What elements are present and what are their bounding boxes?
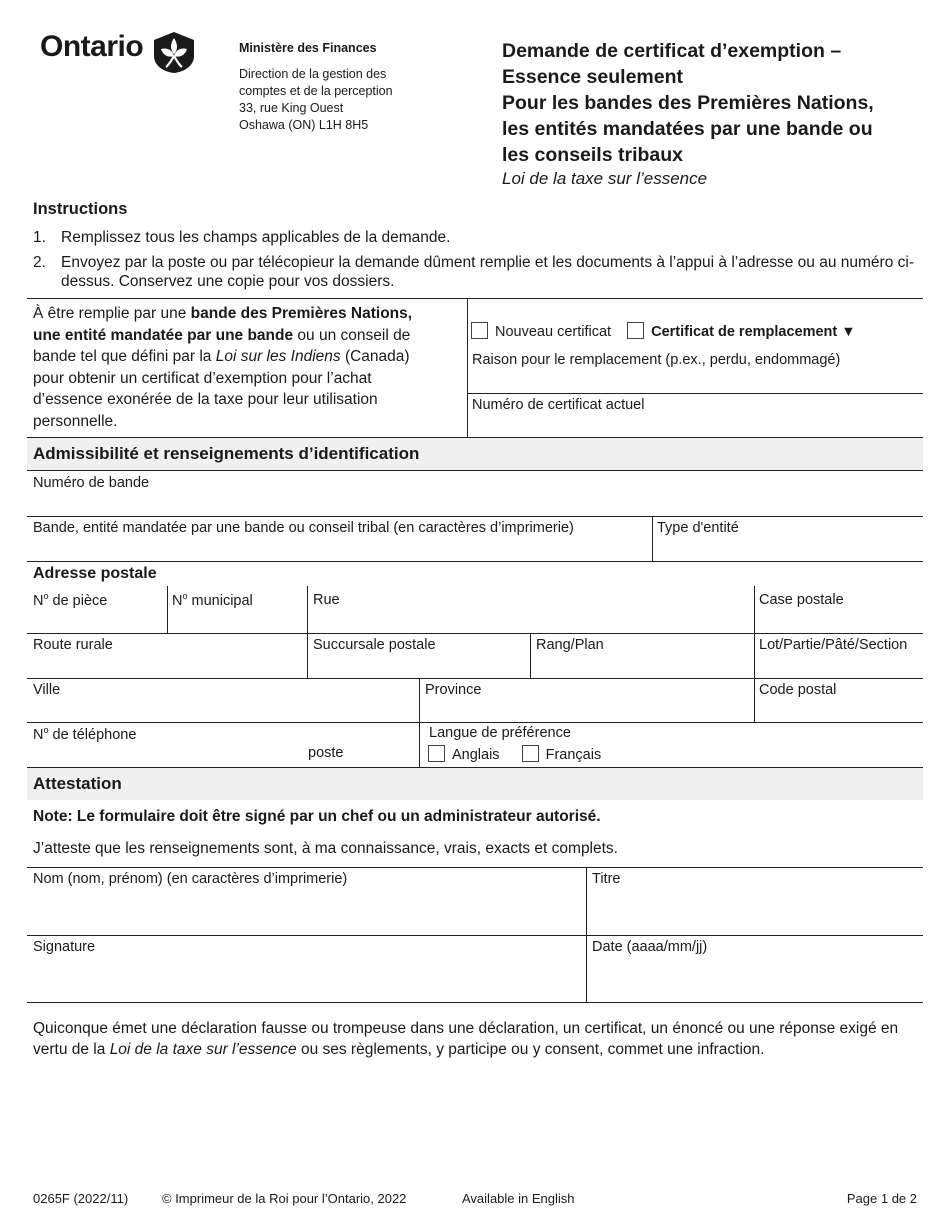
phone-number-field[interactable]: $N^o$ de téléphone [33,725,137,743]
address-line: Direction de la gestion des [239,67,387,81]
date-field[interactable]: Date (aaaa/mm/jj) [592,939,708,955]
lot-field[interactable]: Lot/Partie/Pâté/Section [759,637,908,653]
divider [27,470,923,471]
attestation-statement: J’atteste que les renseignements sont, à ma connaissance, vrais, exacts et complets. [33,840,618,857]
address-line: 33, rue King Ouest [239,101,344,115]
divider [27,1002,923,1003]
civic-number-field[interactable]: $N^o$ municipal [172,591,253,609]
replacement-reason-field[interactable]: Raison pour le remplacement (p.ex., perdu, endommagé) [472,352,841,368]
divider [467,298,468,438]
phone-extension-field[interactable]: poste [308,745,344,761]
offence-warning: Quiconque émet une déclaration fausse ou trompeuse dans une déclaration, un certificat, un énoncé ou une réponse exigé en vertu de la Loi de la taxe sur l’essence ou ses règlements, y participe ou y consent, commet une infraction. [33,1020,899,1058]
list-item: 2. Envoyez par la poste ou par télécopieur la demande dûment remplie et les documents à l’appui à l’adresse ou au numéro ci-dessus. Conservez une copie pour vos dossiers. [33,254,914,290]
signature-field[interactable]: Signature [33,939,96,955]
preferred-language-label: Langue de préférence [429,725,571,741]
divider [27,722,923,723]
divider [754,586,755,723]
french-label: Français [545,747,602,763]
title-field[interactable]: Titre [592,871,621,887]
certificate-type-options [471,322,856,340]
divider [27,678,923,679]
divider [27,935,923,936]
divider [27,867,923,868]
band-name-field[interactable]: Bande, entité mandatée par une bande ou conseil tribal (en caractères d’imprimerie) [33,520,574,536]
divider [307,586,308,678]
attestation-note: Note: Le formulaire doit être signé par un chef ou un administrateur autorisé. [33,808,601,825]
ontario-logo-text: Ontario [40,30,144,63]
replacement-certificate-checkbox[interactable] [627,322,644,339]
copyright: © Imprimeur de la Roi pour l’Ontario, 2022 [162,1191,407,1206]
replacement-certificate-label: Certificat de remplacement ▼ [651,324,856,340]
ministry-name: Ministère des Finances [239,41,377,55]
divider [27,633,923,634]
address-line: Oshawa (ON) L1H 8H5 [239,118,369,132]
name-field[interactable]: Nom (nom, prénom) (en caractères d’imprimerie) [33,871,348,887]
street-field[interactable]: Rue [313,592,340,608]
english-checkbox[interactable] [428,745,445,762]
title-line: les entités mandatées par une bande ou [502,118,873,140]
province-field[interactable]: Province [425,682,482,698]
title-line: Demande de certificat d’exemption – [502,40,842,62]
ministry-address [239,40,393,134]
divider [652,516,653,561]
attestation-section-header: Attestation [27,767,923,800]
po-box-field[interactable]: Case postale [759,592,844,608]
available-in-english: Available in English [462,1191,575,1206]
form-title [502,38,932,190]
entity-type-field[interactable]: Type d'entité [657,520,739,536]
current-certificate-number-field[interactable]: Numéro de certificat actuel [472,397,645,413]
divider [27,516,923,517]
postal-station-field[interactable]: Succursale postale [313,637,436,653]
band-number-field[interactable]: Numéro de bande [33,475,150,491]
divider [530,633,531,678]
divider [167,586,168,633]
intro-paragraph: À être remplie par une bande des Premières Nations, une entité mandatée par une bande ou un conseil de bande tel que défini par la Loi sur les Indiens (Canada) pour obtenir un certificat d’exemption pour l’achat d’essence exonérée de la taxe pour leur utilisation personnelle. [33,305,413,430]
title-line: Essence seulement [502,66,684,88]
divider [419,678,420,768]
new-certificate-checkbox[interactable] [471,322,488,339]
address-line: comptes et de la perception [239,84,393,98]
divider [27,561,923,562]
law-name: Loi de la taxe sur l’essence [502,169,708,188]
instructions-list [33,228,923,297]
unit-number-field[interactable]: $N^o$ de pièce [33,591,108,609]
form-number: 0265F (2022/11) [33,1191,129,1206]
eligibility-section-header: Admissibilité et renseignements d’identification [27,437,923,470]
trillium-logo-icon [150,30,198,74]
rural-route-field[interactable]: Route rurale [33,637,113,653]
divider [467,393,923,394]
list-item: 1. Remplissez tous les champs applicables de la demande. [33,229,451,246]
page-number: Page 1 de 2 [846,1191,917,1206]
instructions-heading: Instructions [33,200,128,218]
french-checkbox[interactable] [522,745,539,762]
title-line: Pour les bandes des Premières Nations, [502,92,874,114]
new-certificate-label: Nouveau certificat [495,324,612,340]
language-options [428,745,601,763]
city-field[interactable]: Ville [33,682,61,698]
postal-code-field[interactable]: Code postal [759,682,837,698]
divider [27,298,923,299]
mailing-address-heading: Adresse postale [33,565,157,582]
range-plan-field[interactable]: Rang/Plan [536,637,604,653]
title-line: les conseils tribaux [502,144,683,166]
english-label: Anglais [452,747,500,763]
